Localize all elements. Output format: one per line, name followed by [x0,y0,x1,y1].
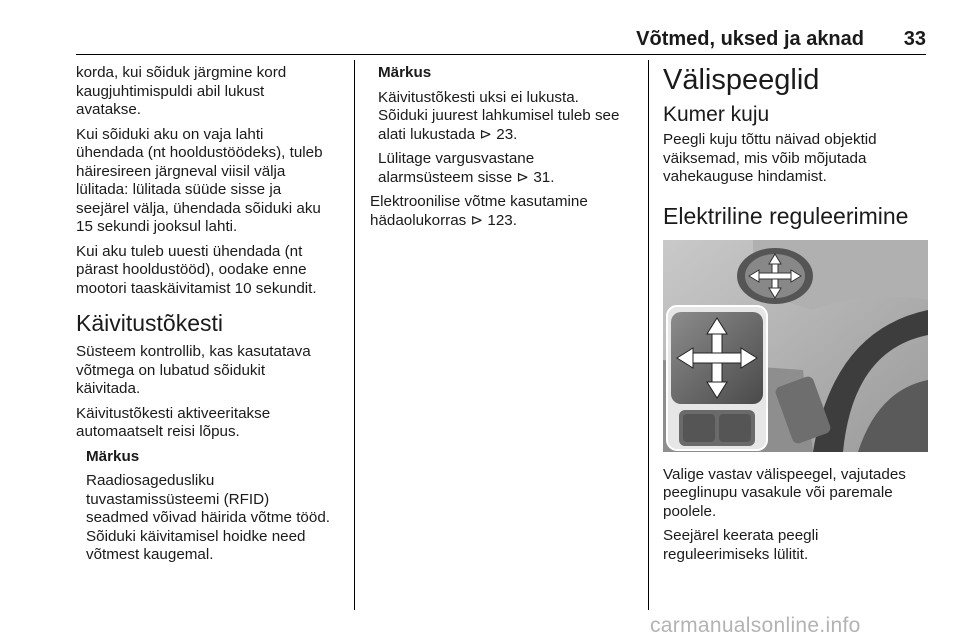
mirror-switch-inset [667,306,767,450]
note-text: Raadiosagedusliku tuvastamissüsteemi (RFID) seadmed võivad häirida võtme tööd. Sõiduki käivitamisel hoidke need võtmest kaugemal. [86,472,330,563]
paragraph: korda, kui sõiduk järgmine kord kaugjuhtimispuldi abil lukust avatakse. [76,64,287,118]
column-middle [370,64,640,236]
note-text: Käivitustõkesti uksi ei lukusta. Sõiduki juurest lahkumisel tuleb see alati lukustada ⊳ 23. [378,88,620,143]
note-title: Märkus [378,64,432,81]
subheading-convex: Kumer kuju [663,103,770,126]
paragraph: Kui sõiduki aku on vaja lahti ühendada (nt hooldustöödeks), tuleb häiresireen järgneval viisil välja lülitada: lülitada süüde sisse ja seejärel välja, ühendada sõiduki aku 15 sekundi jooksul lahti. [76,125,323,235]
column-divider-2 [648,60,649,610]
paragraph: Elektroonilise võtme kasutamine hädaolukorras ⊳ 123. [370,193,588,229]
mirror-switch-small [737,248,813,304]
column-left [76,64,348,571]
paragraph: Seejärel keerata peegli reguleerimiseks lülitit. [663,527,819,563]
paragraph: Süsteem kontrollib, kas kasutatava võtmega on lubatud sõidukit käivitada. [76,343,311,397]
subheading-electric-adjustment: Elektriline reguleerimine [663,202,909,229]
header-title: Võtmed, uksed ja aknad [636,28,864,50]
paragraph: Peegli kuju tõttu näivad objektid väiksemad, mis võib mõjutada vahekauguse hindamist. [663,131,877,185]
paragraph: Kui aku tuleb uuesti ühendada (nt pärast hooldustööd), oodake enne mootori taaskäivitamist 10 sekundit. [76,242,317,297]
paragraph: Valige vastav välispeegel, vajutades peeglinupu vasakule või paremale poolele. [663,465,906,520]
section-heading-mirrors: Välispeeglid [663,64,820,96]
note-box [370,64,640,187]
watermark: carmanualsonline.info [650,614,861,637]
column-divider-1 [354,60,355,610]
note-box [76,448,348,565]
note-title: Märkus [86,447,140,465]
column-right [663,64,928,570]
header-rule [76,54,926,55]
section-heading-immobilizer: Käivitustõkesti [76,310,224,336]
paragraph: Käivitustõkesti aktiveeritakse automaatselt reisi lõpus. [76,404,271,440]
page-number: 33 [903,28,926,50]
mirror-control-illustration [663,240,928,452]
note-text: Lülitage vargusvastane alarmsüsteem sisse ⊳ 31. [378,150,555,186]
